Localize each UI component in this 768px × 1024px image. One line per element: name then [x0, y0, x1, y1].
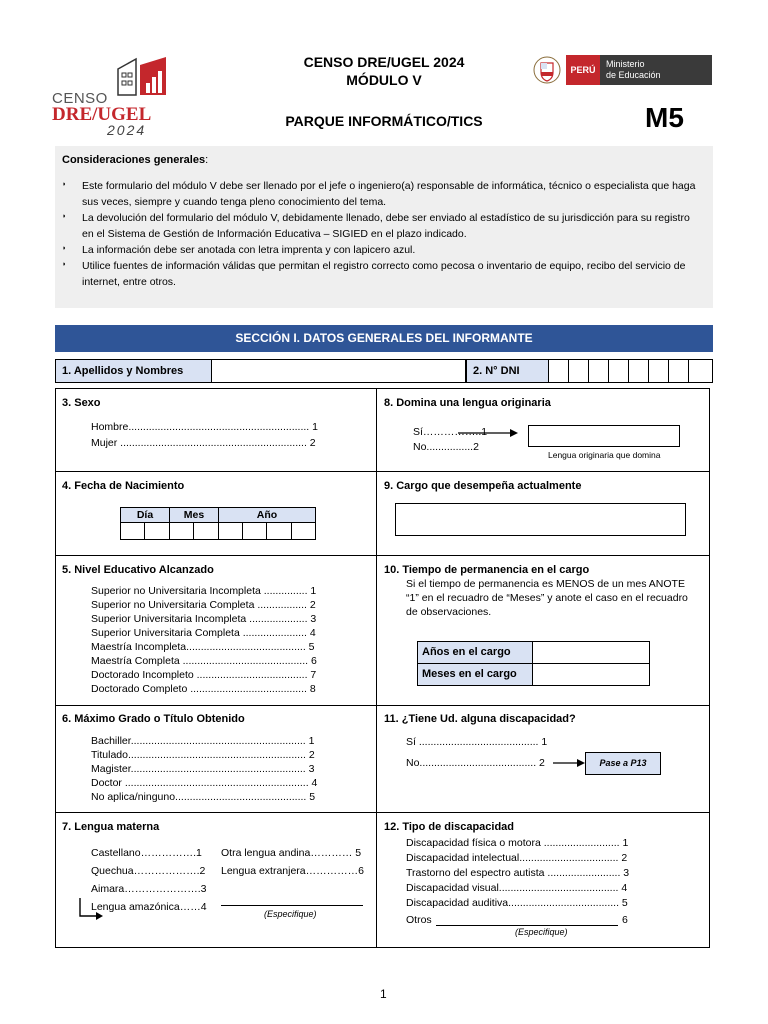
dni-digit[interactable] — [688, 359, 713, 383]
q5-options — [91, 584, 317, 696]
peru-label: PERÚ — [570, 65, 596, 75]
date-digit[interactable] — [266, 522, 292, 540]
dni-digit[interactable] — [668, 359, 689, 383]
birthdate-grid[interactable] — [120, 507, 316, 540]
q7-option[interactable]: Lengua extranjera……………6 — [221, 865, 364, 877]
logo-year-text: 2024 — [107, 122, 147, 138]
item-line: internet, entre otros. — [82, 276, 176, 288]
q2-label: 2. N° DNI — [466, 359, 549, 383]
dni-field[interactable] — [548, 359, 713, 383]
logo-censo-text: CENSO — [52, 90, 108, 107]
q12-title: 12. Tipo de discapacidad — [384, 821, 515, 833]
q6-option[interactable]: Doctor ............................................................... 4 — [91, 777, 318, 789]
title-line2: MÓDULO V — [346, 72, 422, 88]
grid-divider — [55, 812, 710, 813]
date-digit[interactable] — [242, 522, 267, 540]
q8-yes[interactable]: Sí……………..1 — [413, 426, 488, 438]
skip-to-p13-button[interactable] — [585, 752, 661, 775]
bullet-icon: ◗ — [62, 245, 67, 252]
considerations-item — [62, 178, 707, 210]
position-field[interactable] — [395, 503, 686, 536]
q7-title: 7. Lengua materna — [62, 821, 160, 833]
q8-no[interactable]: No................2 — [413, 441, 479, 453]
q5-option[interactable]: Maestría Completa ........................................... 6 — [91, 655, 317, 667]
considerations-list — [62, 178, 707, 290]
bullet-icon: ◗ — [62, 181, 67, 188]
considerations-item — [62, 210, 707, 242]
skip-label: Pase a P13 — [599, 758, 647, 768]
q10-desc: “1” en el recuadro de “Meses” y anote el caso en el recuadro — [406, 592, 688, 604]
corner-arrow-icon — [76, 896, 104, 922]
arrow-right-icon — [458, 427, 518, 439]
dni-digit[interactable] — [648, 359, 669, 383]
q6-option[interactable]: Bachiller............................................................ 1 — [91, 735, 315, 747]
q12-option[interactable]: Discapacidad física o motora .......................... 1 — [406, 837, 629, 849]
date-digit[interactable] — [144, 522, 170, 540]
arrow-right-icon — [553, 757, 585, 769]
dni-digit[interactable] — [608, 359, 629, 383]
year-header: Año — [218, 507, 316, 523]
item-line: Este formulario del módulo V debe ser llenado por el jefe o ingeniero(a) responsable de informática, técnico o especialista que haga — [82, 180, 696, 192]
dni-digit[interactable] — [568, 359, 589, 383]
dni-digit[interactable] — [588, 359, 609, 383]
item-line: sus veces, siempre y cuando tenga pleno conocimiento del tema. — [82, 196, 387, 208]
months-field[interactable] — [532, 663, 650, 686]
ministry-line1: Ministerio — [606, 59, 645, 69]
grid-divider — [55, 705, 710, 706]
peru-shield-icon — [532, 55, 562, 85]
q6-options — [91, 734, 317, 804]
q7-option[interactable]: Otra lengua andina………… 5 — [221, 847, 362, 859]
date-digit[interactable] — [169, 522, 194, 540]
q12-other-number: 6 — [622, 914, 628, 926]
grid-divider — [376, 388, 377, 948]
page-number: 1 — [380, 987, 387, 1001]
q7-option[interactable]: Quechua……………….2 — [91, 865, 206, 877]
date-digit[interactable] — [291, 522, 316, 540]
considerations-title: Consideraciones generales: — [62, 154, 209, 166]
grid-divider — [55, 555, 710, 556]
q6-title: 6. Máximo Grado o Título Obtenido — [62, 713, 245, 725]
q5-option[interactable]: Superior Universitaria Incompleta .................... 3 — [91, 613, 317, 625]
q5-option[interactable]: Superior Universitaria Completa ...................... 4 — [91, 627, 316, 639]
q6-option[interactable]: No aplica/ninguno............................................. 5 — [91, 791, 316, 803]
section-header: SECCIÓN I. DATOS GENERALES DEL INFORMANTE — [55, 325, 713, 352]
q3-title: 3. Sexo — [62, 397, 101, 409]
building-icon — [116, 55, 168, 97]
item-line: Utilice fuentes de información válidas que permitan el registro correcto como pecosa o inventario de equipo, recibo del servicio de — [82, 260, 686, 272]
q9-title: 9. Cargo que desempeña actualmente — [384, 480, 582, 492]
q7-col1 — [91, 844, 207, 916]
module-code: M5 — [645, 102, 684, 133]
q7-col2 — [221, 844, 364, 880]
date-digit[interactable] — [218, 522, 243, 540]
q7-specify-line[interactable] — [221, 905, 363, 906]
dni-digit[interactable] — [548, 359, 569, 383]
considerations-panel — [55, 146, 713, 308]
name-field[interactable] — [211, 359, 466, 383]
native-language-caption: Lengua originaria que domina — [548, 450, 661, 460]
q12-other-label[interactable]: Otros — [406, 914, 432, 926]
q5-option[interactable]: Doctorado Incompleto ...................................... 7 — [91, 669, 317, 681]
q12-specify-label: (Especifique) — [515, 927, 568, 937]
q7-option[interactable]: Aimara………………….3 — [91, 883, 207, 895]
months-label: Meses en el cargo — [417, 663, 533, 686]
q11-title: 11. ¿Tiene Ud. alguna discapacidad? — [384, 713, 576, 725]
item-line: en el Sistema de Gestión de Información Educativa – SIGIED en el plazo indicado. — [82, 228, 467, 240]
censo-logo — [50, 55, 180, 138]
day-header: Día — [120, 507, 170, 523]
peru-box — [566, 55, 600, 85]
date-digit[interactable] — [120, 522, 145, 540]
q12-options — [406, 836, 629, 911]
q3-option[interactable]: Hombre.............................................................. 1 — [91, 421, 318, 433]
years-label: Años en el cargo — [417, 641, 533, 664]
bullet-icon: ◗ — [62, 213, 67, 220]
q11-no[interactable]: No........................................ 2 — [406, 757, 545, 769]
date-digit[interactable] — [193, 522, 219, 540]
month-header: Mes — [169, 507, 219, 523]
ministry-box — [600, 55, 712, 85]
logo-dre-text: DRE/UGEL — [52, 104, 152, 125]
q7-option[interactable]: Lengua amazónica……4 — [91, 901, 207, 913]
q5-option[interactable]: Superior no Universitaria Incompleta ............... 1 — [91, 585, 317, 597]
q5-title: 5. Nivel Educativo Alcanzado — [62, 564, 214, 576]
q4-title: 4. Fecha de Nacimiento — [62, 480, 185, 492]
bullet-icon: ◗ — [62, 261, 67, 268]
q12-option[interactable]: Discapacidad intelectual.................................. 2 — [406, 852, 628, 864]
q1-label: 1. Apellidos y Nombres — [55, 359, 212, 383]
q7-option[interactable]: Castellano…………….1 — [91, 847, 202, 859]
q6-option[interactable]: Titulado............................................................. 2 — [91, 749, 315, 761]
q5-option[interactable]: Superior no Universitaria Completa ................. 2 — [91, 599, 316, 611]
item-line: La información debe ser anotada con letra imprenta y con lapicero azul. — [82, 244, 416, 256]
q12-option[interactable]: Discapacidad visual......................................... 4 — [406, 882, 628, 894]
q7-specify-label: (Especifique) — [264, 909, 317, 919]
q5-option[interactable]: Maestría Incompleta......................................... 5 — [91, 641, 315, 653]
q6-option[interactable]: Magister............................................................ 3 — [91, 763, 315, 775]
q3-option[interactable]: Mujer ................................................................ 2 — [91, 437, 316, 449]
ministry-line2: de Educación — [606, 70, 661, 80]
q10-title: 10. Tiempo de permanencia en el cargo — [384, 564, 590, 576]
title-line3: PARQUE INFORMÁTICO/TICS — [285, 113, 483, 129]
q12-option[interactable]: Discapacidad auditiva...................................... 5 — [406, 897, 628, 909]
q12-option[interactable]: Trastorno del espectro autista ......................... 3 — [406, 867, 630, 879]
q12-specify-line[interactable] — [436, 925, 618, 926]
q10-desc: de observaciones. — [406, 606, 492, 618]
q8-title: 8. Domina una lengua originaria — [384, 397, 551, 409]
item-line: La devolución del formulario del módulo V, debidamente llenado, debe ser enviado al estadístico de su jurisdicción para su registro — [82, 212, 690, 224]
considerations-item — [62, 242, 707, 258]
title-line1: CENSO DRE/UGEL 2024 — [303, 54, 465, 70]
grid-divider — [55, 471, 710, 472]
q10-desc: Si el tiempo de permanencia es MENOS de un mes ANOTE — [406, 578, 685, 590]
native-language-field[interactable] — [528, 425, 680, 447]
q11-yes[interactable]: Sí ......................................... 1 — [406, 736, 548, 748]
years-field[interactable] — [532, 641, 650, 664]
dni-digit[interactable] — [628, 359, 649, 383]
minedu-logo — [528, 53, 712, 87]
considerations-item — [62, 258, 707, 290]
q5-option[interactable]: Doctorado Completo ........................................ 8 — [91, 683, 316, 695]
